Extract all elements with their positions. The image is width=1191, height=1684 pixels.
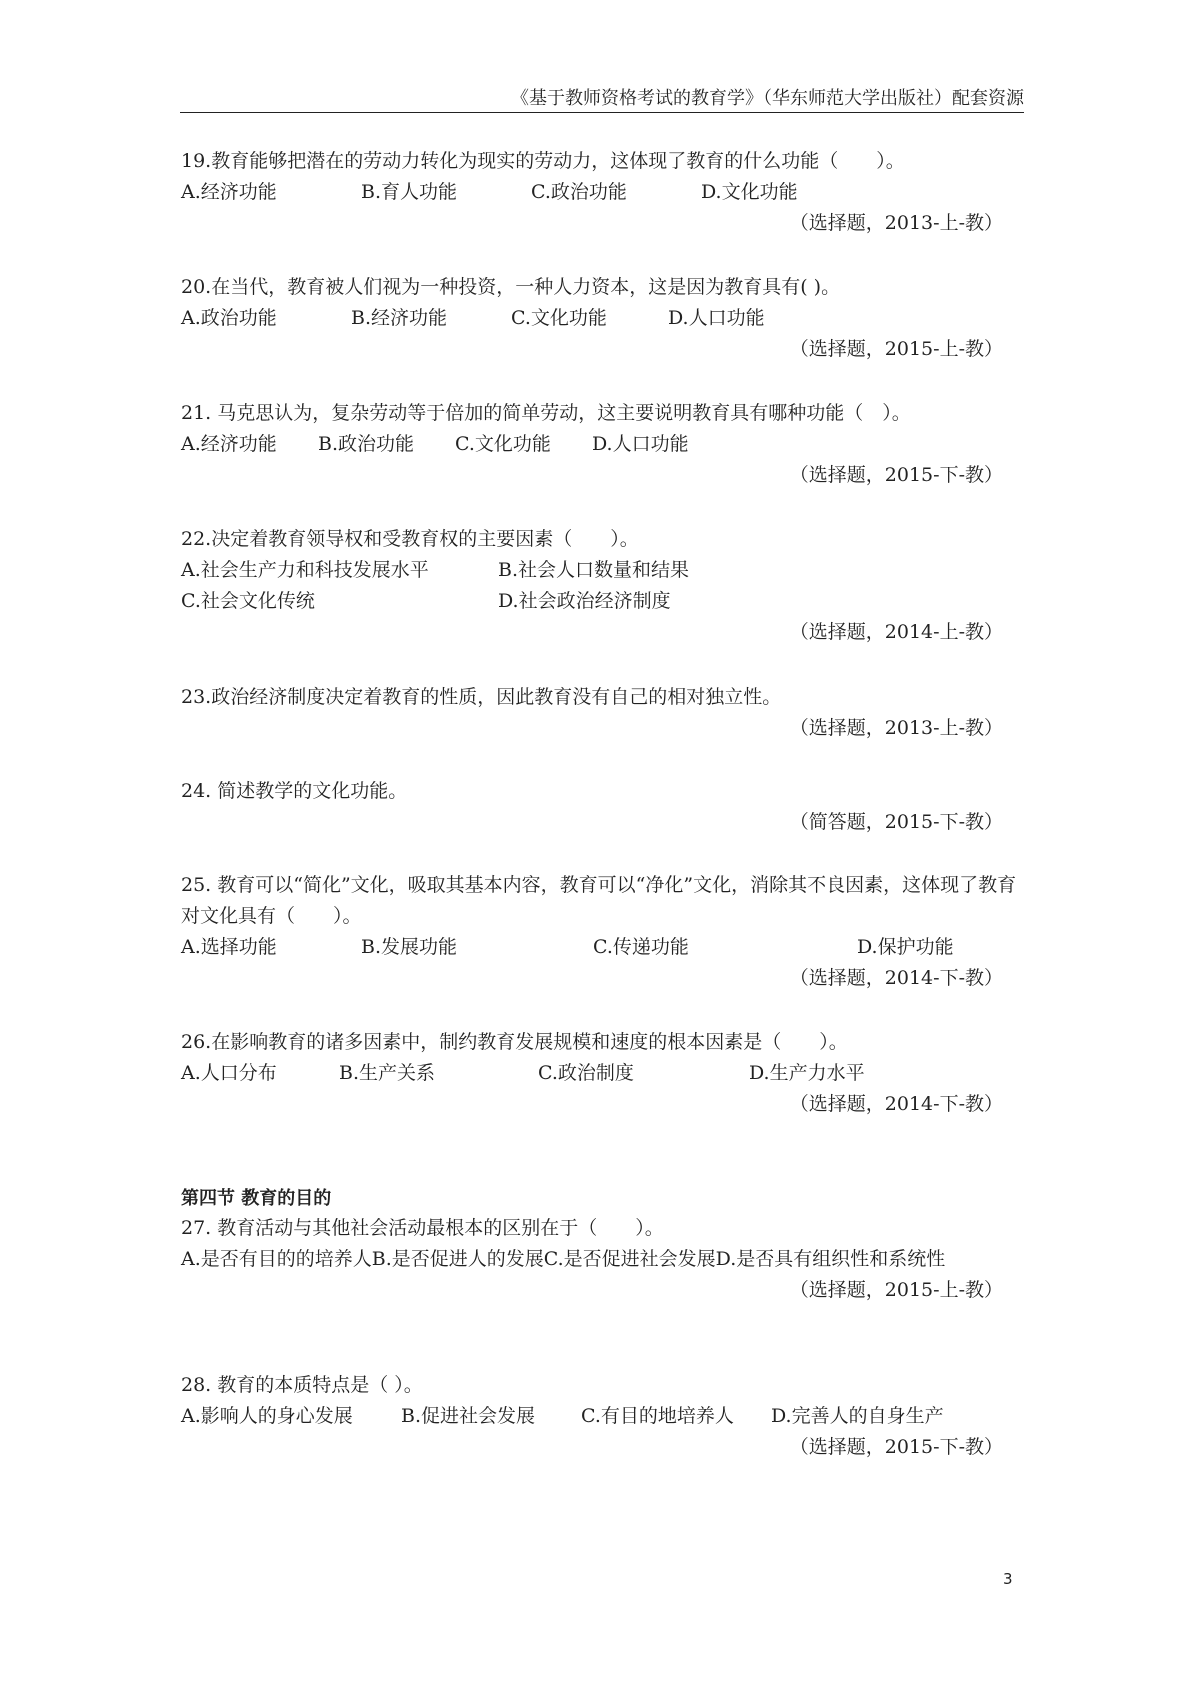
option-c: C.政治制度 <box>538 1062 634 1084</box>
question-22 <box>181 524 1023 648</box>
question-28 <box>181 1370 1023 1463</box>
question-stem: 25. 教育可以“简化”文化，吸取其基本内容，教育可以“净化”文化，消除其不良因素，这体现了教育对文化具有（ ）。 <box>181 874 1017 927</box>
question-source: （选择题，2014-下-教） <box>789 967 1003 989</box>
question-stem: 24. 简述教学的文化功能。 <box>181 780 408 802</box>
question-source: （选择题，2013-上-教） <box>789 212 1003 234</box>
option-c: C.政治功能 <box>531 181 627 203</box>
question-options <box>181 303 1023 334</box>
question-source: （选择题，2015-下-教） <box>789 1436 1003 1458</box>
option-b: B.发展功能 <box>361 936 458 958</box>
option-a: A.政治功能 <box>181 307 277 329</box>
option-b: B.育人功能 <box>361 181 458 203</box>
question-source: （选择题，2015-上-教） <box>789 1279 1003 1301</box>
question-options <box>181 429 1023 460</box>
option-b: B.社会人口数量和结果 <box>498 559 690 581</box>
question-25 <box>181 870 1023 994</box>
option-a: A.选择功能 <box>181 936 277 958</box>
question-stem: 19.教育能够把潜在的劳动力转化为现实的劳动力，这体现了教育的什么功能（ ）。 <box>181 150 905 172</box>
option-d: D.人口功能 <box>668 307 765 329</box>
page-number: 3 <box>1003 1570 1013 1588</box>
question-options: A.是否有目的的培养人B.是否促进人的发展C.是否促进社会发展D.是否具有组织性和系统性 <box>181 1248 946 1270</box>
question-source: （选择题，2013-上-教） <box>789 717 1003 739</box>
option-d: D.完善人的自身生产 <box>771 1405 944 1427</box>
question-options <box>181 1401 1023 1432</box>
option-c: C.社会文化传统 <box>181 590 315 612</box>
option-a: A.人口分布 <box>181 1062 277 1084</box>
question-options <box>181 932 1023 963</box>
question-options <box>181 177 1023 208</box>
question-stem: 21. 马克思认为，复杂劳动等于倍加的简单劳动，这主要说明教育具有哪种功能（ ）。 <box>181 402 911 424</box>
question-20 <box>181 272 1023 365</box>
question-source: （选择题，2014-上-教） <box>789 621 1003 643</box>
question-27 <box>181 1213 1023 1306</box>
question-21 <box>181 398 1023 491</box>
option-d: D.生产力水平 <box>749 1062 865 1084</box>
section-heading: 第四节 教育的目的 <box>181 1188 332 1209</box>
question-stem: 22.决定着教育领导权和受教育权的主要因素（ ）。 <box>181 528 639 550</box>
question-stem: 26.在影响教育的诸多因素中，制约教育发展规模和速度的根本因素是（ ）。 <box>181 1031 848 1053</box>
option-a: A.社会生产力和科技发展水平 <box>181 559 429 581</box>
option-c: C.文化功能 <box>455 433 551 455</box>
question-source: （选择题，2015-下-教） <box>789 464 1003 486</box>
option-a: A.影响人的身心发展 <box>181 1405 353 1427</box>
option-b: B.经济功能 <box>351 307 448 329</box>
question-source: （选择题，2014-下-教） <box>789 1093 1003 1115</box>
option-d: D.文化功能 <box>701 181 798 203</box>
option-c: C.传递功能 <box>593 936 689 958</box>
question-options <box>181 555 1023 586</box>
question-options <box>181 586 1023 617</box>
option-a: A.经济功能 <box>181 181 277 203</box>
option-c: C.文化功能 <box>511 307 607 329</box>
question-23 <box>181 682 1023 744</box>
question-24 <box>181 776 1023 838</box>
question-26 <box>181 1027 1023 1120</box>
question-stem: 23.政治经济制度决定着教育的性质，因此教育没有自己的相对独立性。 <box>181 686 782 708</box>
option-b: B.促进社会发展 <box>401 1405 536 1427</box>
option-d: D.社会政治经济制度 <box>498 590 671 612</box>
question-stem: 20.在当代，教育被人们视为一种投资，一种人力资本，这是因为教育具有( )。 <box>181 276 841 298</box>
header-rule <box>180 112 1024 113</box>
option-a: A.经济功能 <box>181 433 277 455</box>
question-source: （简答题，2015-下-教） <box>789 811 1003 833</box>
option-c: C.有目的地培养人 <box>581 1405 734 1427</box>
option-d: D.人口功能 <box>592 433 689 455</box>
question-stem: 27. 教育活动与其他社会活动最根本的区别在于（ ）。 <box>181 1217 664 1239</box>
question-stem: 28. 教育的本质特点是（ ）。 <box>181 1374 423 1396</box>
option-b: B.生产关系 <box>339 1062 436 1084</box>
option-d: D.保护功能 <box>857 936 954 958</box>
question-19 <box>181 146 1023 239</box>
option-b: B.政治功能 <box>318 433 415 455</box>
page-header: 《基于教师资格考试的教育学》（华东师范大学出版社）配套资源 <box>511 88 1024 109</box>
question-options <box>181 1058 1023 1089</box>
question-source: （选择题，2015-上-教） <box>789 338 1003 360</box>
